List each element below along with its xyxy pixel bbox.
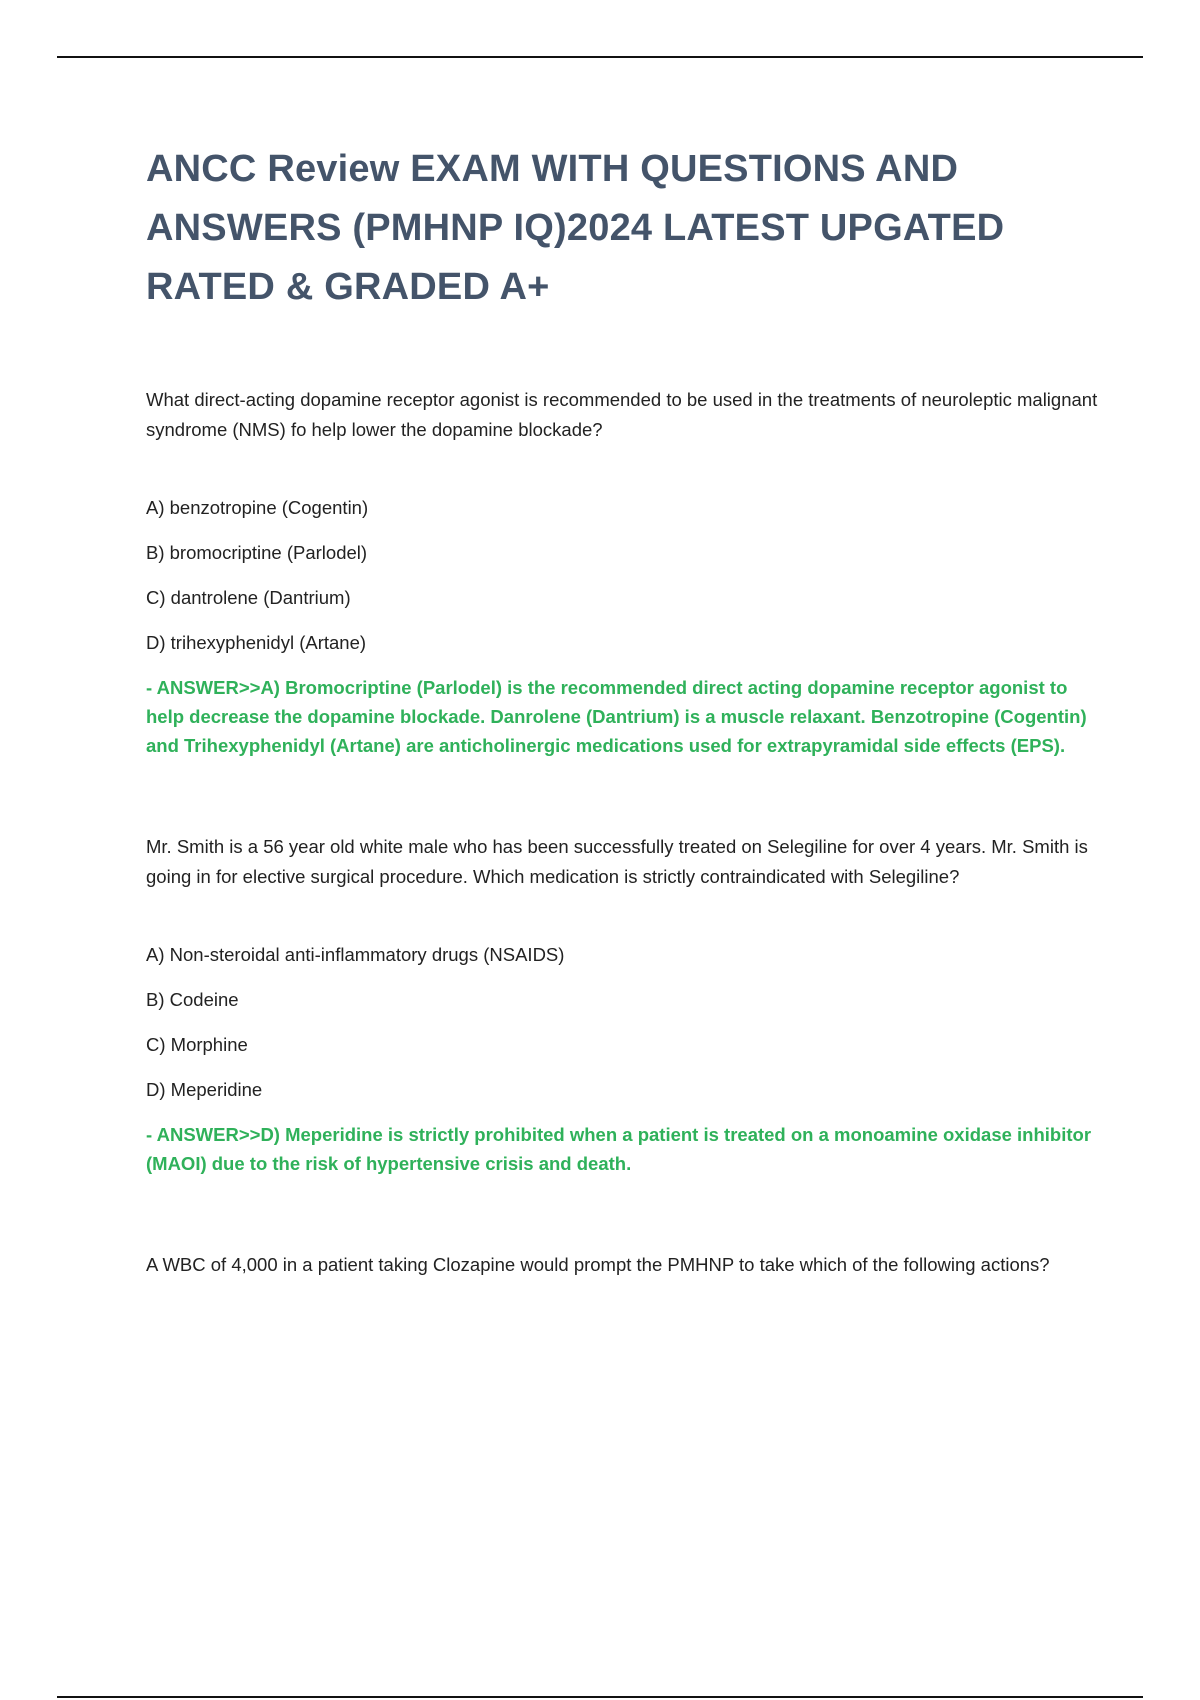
question-text: A WBC of 4,000 in a patient taking Clozapine would prompt the PMHNP to take which of the following actions? — [146, 1254, 1050, 1275]
option-c: C) Morphine — [146, 1034, 248, 1055]
answer-text: - ANSWER>>D) Meperidine is strictly prohibited when a patient is treated on a monoamine oxidase inhibitor (MAOI) due to the risk of hypertensive crisis and death. — [146, 1124, 1092, 1174]
option-b: B) bromocriptine (Parlodel) — [146, 542, 368, 563]
question-block — [146, 832, 1106, 1178]
bottom-divider — [57, 1696, 1143, 1698]
document-title: ANCC Review EXAM WITH QUESTIONS AND ANSWERS (PMHNP IQ)2024 LATEST UPGATED RATED & GRADED A+ — [146, 148, 1005, 308]
option-a: A) Non-steroidal anti-inflammatory drugs (NSAIDS) — [146, 944, 565, 965]
option-a: A) benzotropine (Cogentin) — [146, 497, 369, 518]
question-text: Mr. Smith is a 56 year old white male who has been successfully treated on Selegiline for over 4 years. Mr. Smith is going in for elective surgical procedure. Which medication is strictly contraindicated with Selegiline? — [146, 836, 1088, 887]
top-divider — [57, 56, 1143, 58]
option-c: C) dantrolene (Dantrium) — [146, 587, 351, 608]
question-text: What direct-acting dopamine receptor agonist is recommended to be used in the treatments of neuroleptic malignant syndrome (NMS) fo help lower the dopamine blockade? — [146, 389, 1098, 440]
options-list — [146, 940, 1106, 1105]
option-d: D) trihexyphenidyl (Artane) — [146, 632, 367, 653]
option-b: B) Codeine — [146, 989, 239, 1010]
document-page — [146, 140, 1106, 1280]
options-list — [146, 493, 1106, 658]
question-block — [146, 1250, 1106, 1280]
question-block — [146, 385, 1106, 760]
answer-text: - ANSWER>>A) Bromocriptine (Parlodel) is the recommended direct acting dopamine receptor agonist to help decrease the dopamine blockade. Danrolene (Dantrium) is a muscle relaxant. Benzotropine (Cogentin) and Trihexyphenidyl (Artane) are anticholinergic medications used for extrapyramidal side effects (EPS). — [146, 677, 1087, 756]
option-d: D) Meperidine — [146, 1079, 263, 1100]
